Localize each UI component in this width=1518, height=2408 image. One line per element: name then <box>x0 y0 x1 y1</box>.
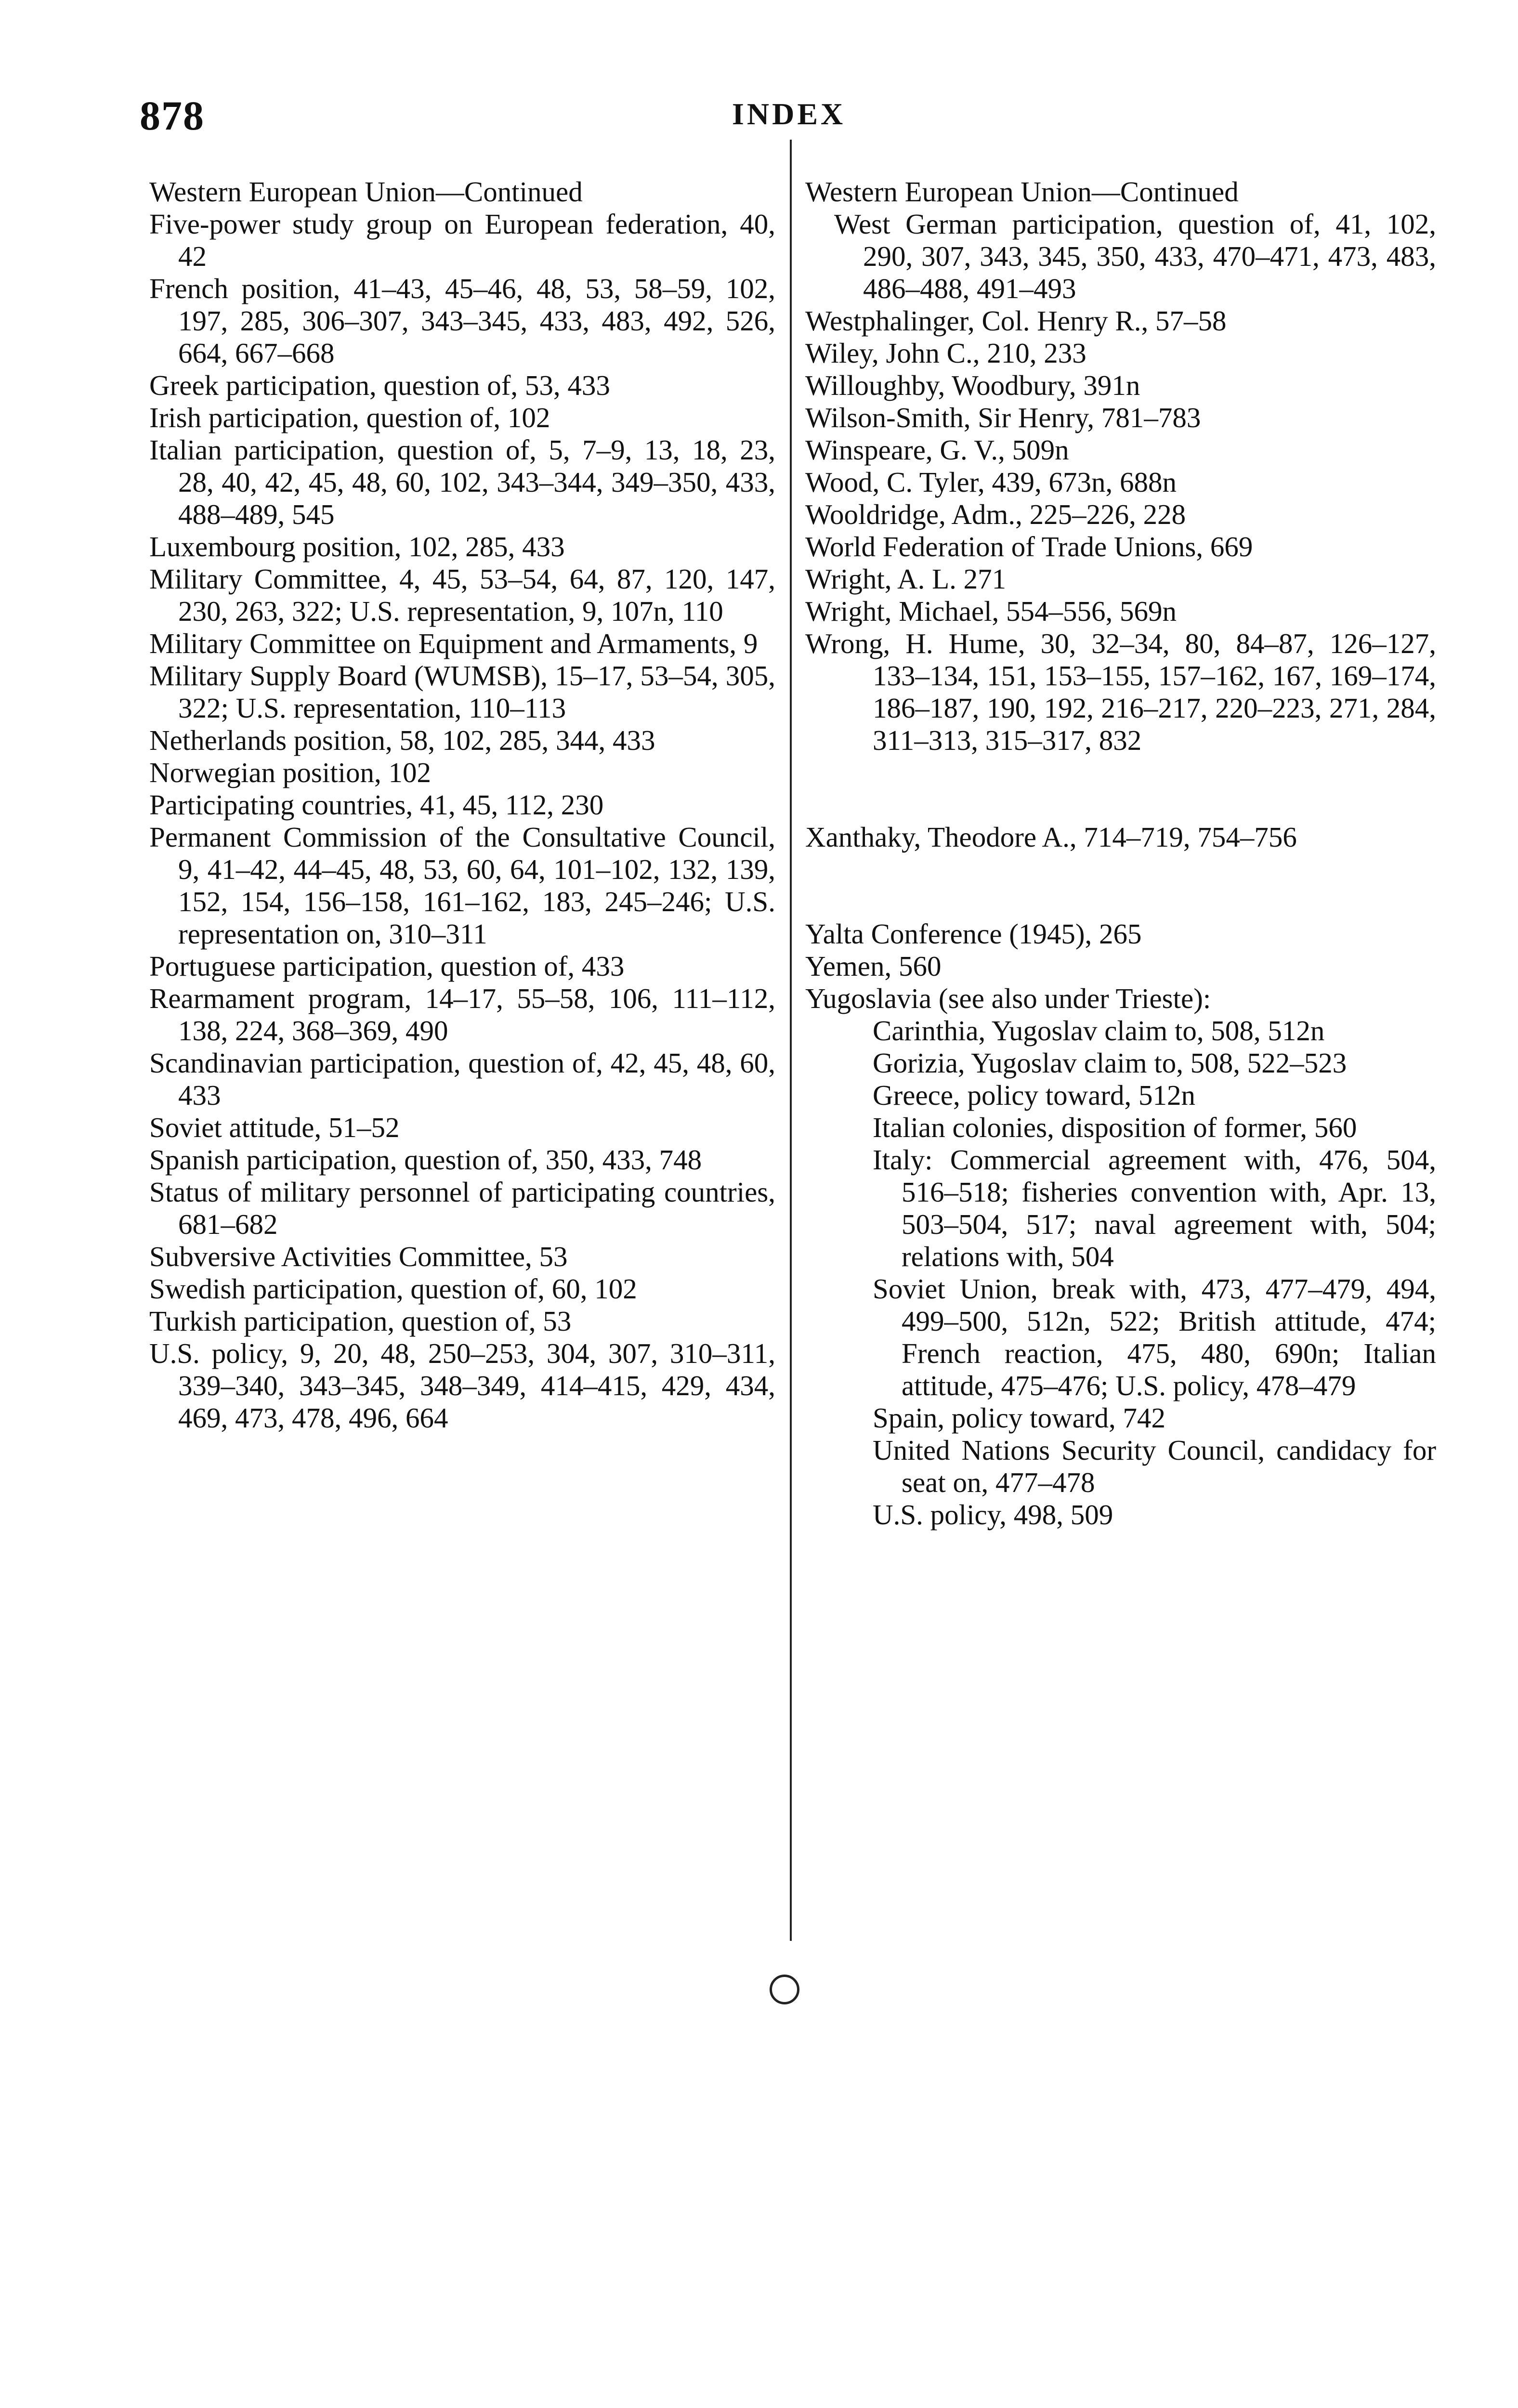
index-subentry: U.S. policy, 9, 20, 48, 250–253, 304, 307, 310–311, 339–340, 343–345, 348–349, 414–415, 429, 434, 469, 473, 478, 496, 664 <box>149 1337 775 1434</box>
index-subentry: Irish participation, question of, 102 <box>149 402 550 433</box>
index-entry: Westphalinger, Col. Henry R., 57–58 <box>805 305 1227 337</box>
index-subentry: Luxembourg position, 102, 285, 433 <box>149 531 565 563</box>
index-heading: Western European Union—Continued <box>149 176 583 208</box>
index-subentry: Spain, policy toward, 742 <box>873 1402 1165 1434</box>
index-column-left <box>149 176 775 1434</box>
index-subentry: United Nations Security Council, candidacy for seat on, 477–478 <box>873 1434 1436 1498</box>
index-subentry: Greece, policy toward, 512n <box>873 1079 1196 1111</box>
index-entry: Wood, C. Tyler, 439, 673n, 688n <box>805 466 1177 498</box>
index-subentry: French position, 41–43, 45–46, 48, 53, 58–59, 102, 197, 285, 306–307, 343–345, 433, 483, 492, 526, 664, 667–668 <box>149 273 775 369</box>
index-subentry: Netherlands position, 58, 102, 285, 344, 433 <box>149 724 655 756</box>
index-entry: Yalta Conference (1945), 265 <box>805 918 1142 950</box>
index-entry: Winspeare, G. V., 509n <box>805 434 1069 466</box>
page-header: INDEX <box>732 97 846 131</box>
index-entry: World Federation of Trade Unions, 669 <box>805 531 1253 563</box>
index-subentry: Italian colonies, disposition of former, 560 <box>873 1112 1357 1143</box>
index-column-right <box>805 176 1436 1531</box>
column-divider <box>790 140 792 1941</box>
end-of-page-circle-icon <box>770 1975 799 2004</box>
index-entry: Wooldridge, Adm., 225–226, 228 <box>805 498 1186 530</box>
index-subentry: Italy: Commercial agreement with, 476, 504, 516–518; fisheries convention with, Apr. 13, 503–504, 517; naval agreement with, 504; relations with, 504 <box>873 1144 1436 1272</box>
index-entry: Wrong, H. Hume, 30, 32–34, 80, 84–87, 126–127, 133–134, 151, 153–155, 157–162, 167, 169–174, 186–187, 190, 192, 216–217, 220–223, 271, 284, 311–313, 315–317, 832 <box>805 628 1436 756</box>
index-subentry: Swedish participation, question of, 60, 102 <box>149 1273 637 1305</box>
index-subentry: U.S. policy, 498, 509 <box>873 1499 1113 1531</box>
index-subentry: Scandinavian participation, question of, 42, 45, 48, 60, 433 <box>149 1047 775 1111</box>
index-subentry: Soviet Union, break with, 473, 477–479, 494, 499–500, 512n, 522; British attitude, 474; French reaction, 475, 480, 690n; Italian attitude, 475–476; U.S. policy, 478–479 <box>873 1273 1436 1401</box>
index-subentry: Gorizia, Yugoslav claim to, 508, 522–523 <box>873 1047 1347 1079</box>
index-subentry: Carinthia, Yugoslav claim to, 508, 512n <box>873 1015 1325 1047</box>
index-subentry: Spanish participation, question of, 350, 433, 748 <box>149 1144 702 1176</box>
index-entry: Wright, Michael, 554–556, 569n <box>805 595 1177 627</box>
index-entry: Xanthaky, Theodore A., 714–719, 754–756 <box>805 821 1297 853</box>
index-entry: Willoughby, Woodbury, 391n <box>805 369 1140 401</box>
index-subentry: Permanent Commission of the Consultative Council, 9, 41–42, 44–45, 48, 53, 60, 64, 101–102, 132, 139, 152, 154, 156–158, 161–162, 183, 245–246; U.S. representation on, 310–311 <box>149 821 775 950</box>
left-entry-list <box>149 208 775 1434</box>
index-entry: Yugoslavia (see also under Trieste): <box>805 982 1211 1014</box>
index-subentry: Subversive Activities Committee, 53 <box>149 1241 568 1272</box>
page-number: 878 <box>140 92 205 139</box>
letter-gap <box>805 853 1436 918</box>
index-entry: Wiley, John C., 210, 233 <box>805 337 1086 369</box>
index-subentry: Participating countries, 41, 45, 112, 230 <box>149 789 604 821</box>
index-subentry: Italian participation, question of, 5, 7–9, 13, 18, 23, 28, 40, 42, 45, 48, 60, 102, 343–344, 349–350, 433, 488–489, 545 <box>149 434 775 530</box>
index-subentry: Military Committee on Equipment and Armaments, 9 <box>149 628 758 659</box>
index-subentry: Portuguese participation, question of, 433 <box>149 950 625 982</box>
index-entry: Wright, A. L. 271 <box>805 563 1007 595</box>
index-subentry: Five-power study group on European federation, 40, 42 <box>149 208 775 272</box>
index-subentry: Turkish participation, question of, 53 <box>149 1305 572 1337</box>
index-subentry: Status of military personnel of participating countries, 681–682 <box>149 1176 775 1240</box>
index-subentry: Military Supply Board (WUMSB), 15–17, 53–54, 305, 322; U.S. representation, 110–113 <box>149 660 775 724</box>
index-entry: Yemen, 560 <box>805 950 942 982</box>
index-subentry: Greek participation, question of, 53, 433 <box>149 369 610 401</box>
index-entry: Wilson-Smith, Sir Henry, 781–783 <box>805 402 1201 433</box>
index-subentry: Military Committee, 4, 45, 53–54, 64, 87, 120, 147, 230, 263, 322; U.S. representation, 9, 107n, 110 <box>149 563 775 627</box>
index-heading: Western European Union—Continued <box>805 176 1239 208</box>
letter-gap <box>805 757 1436 821</box>
index-subentry: Soviet attitude, 51–52 <box>149 1112 400 1143</box>
index-subentry: Norwegian position, 102 <box>149 757 432 788</box>
index-subentry: West German participation, question of, 41, 102, 290, 307, 343, 345, 350, 433, 470–471, 473, 483, 486–488, 491–493 <box>834 208 1436 304</box>
index-subentry: Rearmament program, 14–17, 55–58, 106, 111–112, 138, 224, 368–369, 490 <box>149 982 775 1047</box>
